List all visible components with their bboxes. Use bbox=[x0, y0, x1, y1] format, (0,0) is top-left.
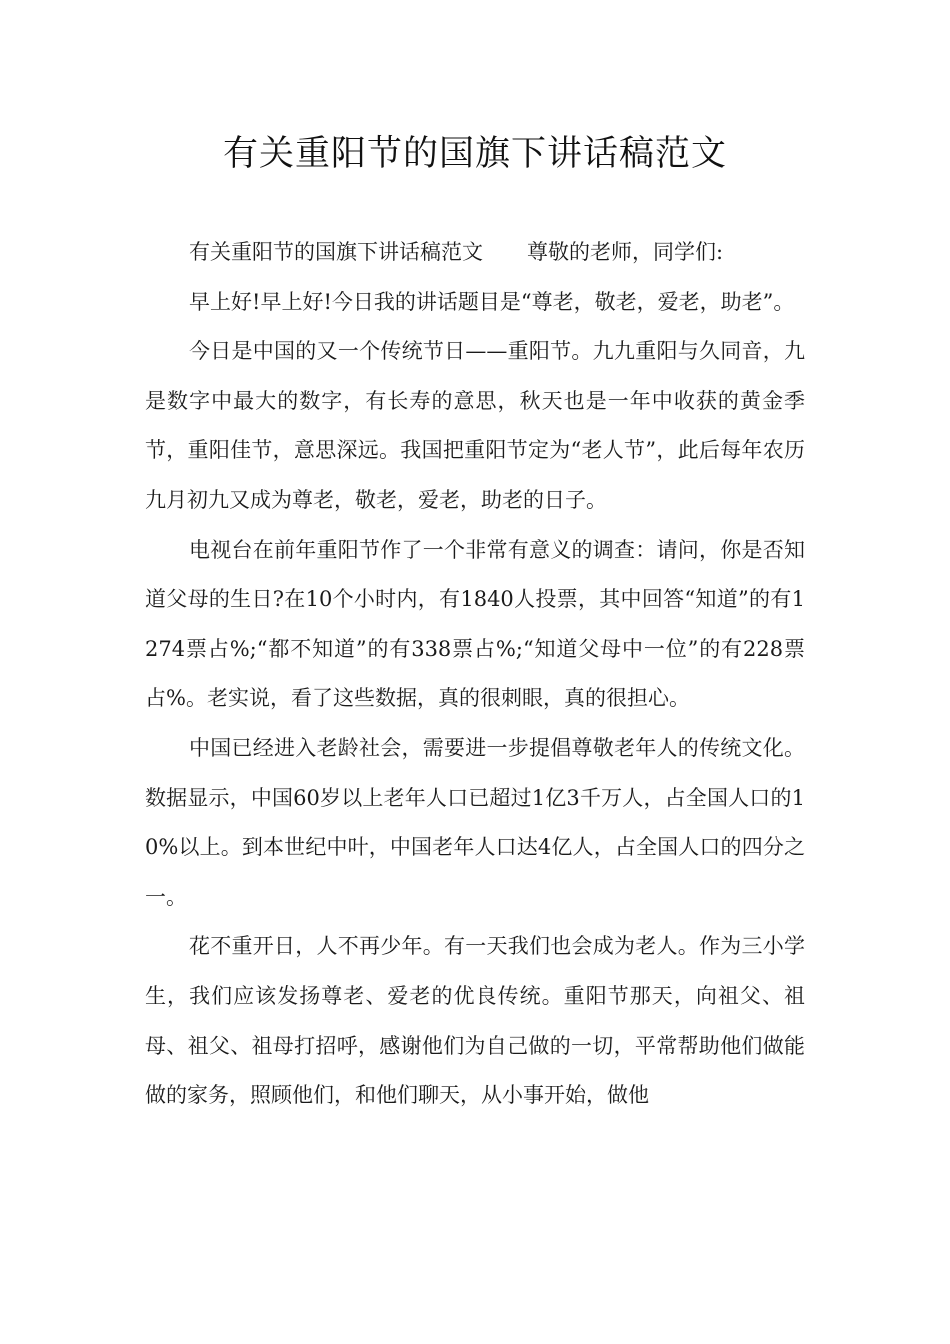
body-paragraph: 花不重开日，人不再少年。有一天我们也会成为老人。作为三小学生，我们应该发扬尊老、爱老的优良传统。重阳节那天，向祖父、祖母、祖父、祖母打招呼，感谢他们为自己做的一切，平常帮助他们做能做的家务，照顾他们，和他们聊天，从小事开始，做他 bbox=[145, 934, 805, 1108]
intro-heading-text: 有关重阳节的国旗下讲话稿范文 bbox=[189, 240, 483, 264]
document-body bbox=[145, 228, 805, 1121]
body-paragraph: 电视台在前年重阳节作了一个非常有意义的调查：请问，你是否知道父母的生日?在10个小时内，有1840人投票，其中回答“知道”的有1274票占%;“都不知道”的有338票占%;“知道父母中一位”的有228票占%。老实说，看了这些数据，真的很刺眼，真的很担心。 bbox=[145, 537, 805, 711]
body-paragraph: 中国已经进入老龄社会，需要进一步提倡尊敬老年人的传统文化。数据显示，中国60岁以上老年人口已超过1亿3千万人，占全国人口的10%以上。到本世纪中叶，中国老年人口达4亿人，占全国人口的四分之一。 bbox=[145, 735, 805, 909]
body-paragraph: 早上好!早上好!今日我的讲话题目是“尊老，敬老，爱老，助老”。 bbox=[189, 289, 795, 314]
body-paragraph: 今日是中国的又一个传统节日——重阳节。九九重阳与久同音，九是数字中最大的数字，有长寿的意思，秋天也是一年中收获的黄金季节，重阳佳节，意思深远。我国把重阳节定为“老人节”，此后每年农历九月初九又成为尊老，敬老，爱老，助老的日子。 bbox=[145, 339, 805, 512]
document-title: 有关重阳节的国旗下讲话稿范文 bbox=[222, 134, 727, 174]
salutation-text: 尊敬的老师，同学们: bbox=[527, 240, 724, 264]
intro-paragraph bbox=[145, 228, 805, 278]
